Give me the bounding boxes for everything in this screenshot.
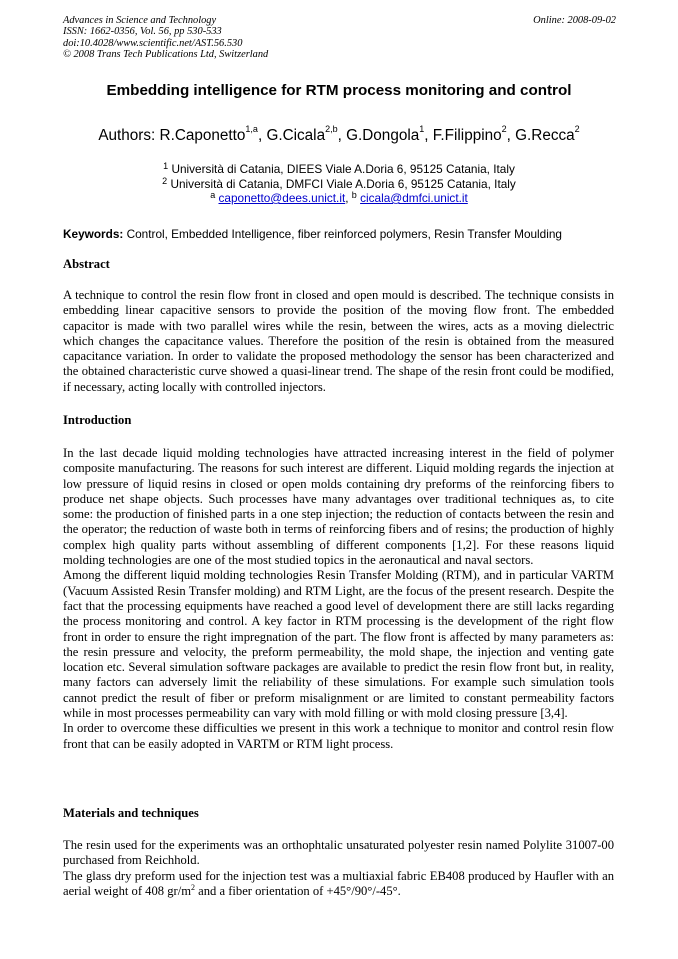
paper-title: Embedding intelligence for RTM process monitoring and control	[106, 82, 572, 99]
keywords	[63, 227, 623, 241]
author-line: Authors: R.Caponetto$^{1,a}$, G.Cicala$^{2,b}$, G.Dongola$^1$, F.Filippino$^2$, G.Recca$^2$	[98, 124, 580, 144]
materials-body	[63, 838, 614, 899]
keywords-label: Keywords:	[63, 227, 124, 241]
issn: ISSN: 1662-0356, Vol. 56, pp 530-533	[63, 26, 222, 38]
abstract-body	[63, 288, 614, 395]
keywords-text: Control, Embedded Intelligence, fiber reinforced polymers, Resin Transfer Moulding	[126, 227, 562, 241]
intro-paragraph-2: Among the different liquid molding technologies Resin Transfer Molding (RTM), and in particular VARTM (Vacuum Assisted Resin Transfer molding) and RTM Light, are the focus of the present research. Despite the fact that the processing equipments have reached a good level of development there are still lacks regarding the process monitoring and control. A key factor in RTM processing is the development of the right flow front in order to ensure the right impregnation of the part. The flow front is affected by many parameters as: the resin pressure and velocity, the preform permeability, the mold shape, the injection and venting gate location etc. Several simulation software packages are available to predict the resin flow front but, in reality, many factors can adversely limit the reliability of these simulations. For example such simulation tools cannot predict the result of fiber or preform misalignment or are limited to constant permeability factors while in most processes permeability can vary with mold filling or with mold closing pressure [3,4].	[63, 568, 614, 721]
intro-paragraph-1: In the last decade liquid molding technologies have attracted increasing interest in the field of polymer composite manufacturing. The reasons for such interest are different. Liquid molding regards the injection at low pressure of liquid resins in closed or open molds containing dry preforms of the reinforcing fibers to produce net shape objects. Such processes have many advantages over traditional techniques as, to cite some: the production of finished parts in a one step injection; the reduction of contacts between the resin and the operator; the reduction of waste both in terms of reinforcing fibers and of resins; the production of highly complex high quality parts without assembling of different components [1,2]. For these reasons liquid molding technologies are one of the most studied topics in the aeronautical and naval sectors.	[63, 446, 614, 568]
introduction-body	[63, 446, 614, 752]
email-link-b[interactable]: cicala@dmfci.unict.it	[360, 191, 468, 205]
author-name: G.Dongola	[346, 127, 420, 144]
author-name: F.Filippino	[432, 127, 502, 144]
affiliation-1: $^1$ Università di Catania, DIEES Viale A.Doria 6, 95125 Catania, Italy	[163, 161, 515, 176]
author-name: G.Cicala	[266, 127, 326, 144]
abstract-paragraph: A technique to control the resin flow front in closed and open mould is described. The technique consists in embedding linear capacitive sensors to provide the position of the moving flow front. The embedded capacitor is made with two parallel wires while the resin, between the wires, acts as a moving dielectric which changes the capacitance values. Therefore the position of the resin is obtained from the measured capacitance variation. In order to validate the proposed methodology the sensor has been characterized and the obtained characteristic curve showed a quasi-linear trend. The shape of the resin front could be modified, if necessary, acting locally with controlled injectors.	[63, 288, 614, 394]
author-sup: 2,b	[325, 124, 338, 134]
materials-paragraph-1: The resin used for the experiments was an orthophtalic unsaturated polyester resin named Polylite 31007-00 purchased from Reichhold.	[63, 838, 614, 868]
journal-info	[63, 15, 268, 61]
affiliation-2: $^2$ Università di Catania, DMFCI Viale A.Doria 6, 95125 Catania, Italy	[162, 175, 516, 191]
materials-heading: Materials and techniques	[63, 806, 199, 820]
journal-name: Advances in Science and Technology	[63, 15, 217, 26]
author-sup: 2	[574, 124, 580, 134]
authors-prefix: Authors:	[98, 127, 160, 144]
online-date: Online: 2008-09-02	[533, 15, 616, 26]
copyright: © 2008 Trans Tech Publications Ltd, Switzerland	[63, 49, 269, 61]
author-sup: 2	[501, 124, 507, 134]
affiliations	[0, 162, 678, 206]
author-sup: 1	[419, 124, 425, 134]
intro-paragraph-3: In order to overcome these difficulties we present in this work a technique to monitor and control resin flow front that can be easily adopted in VARTM or RTM light process.	[63, 721, 614, 751]
email-link-a[interactable]: caponetto@dees.unict.it	[218, 191, 346, 205]
introduction-heading: Introduction	[63, 413, 132, 427]
materials-paragraph-2: The glass dry preform used for the injection test was a multiaxial fabric EB408 produced by Haufler with an aerial weight of 408 $gr/m^2$ and a fiber orientation of +45°/90°/-45°.	[63, 868, 614, 898]
emails: $^a$ caponetto@dees.unict.it, $^b$ cicala@dmfci.unict.it	[210, 190, 468, 205]
author-sup: 1,a	[245, 124, 258, 134]
abstract-heading: Abstract	[63, 257, 110, 271]
author-name: R.Caponetto	[159, 127, 246, 144]
doi: doi:10.4028/www.scientific.net/AST.56.530	[63, 37, 243, 49]
author-name: G.Recca	[515, 127, 575, 144]
